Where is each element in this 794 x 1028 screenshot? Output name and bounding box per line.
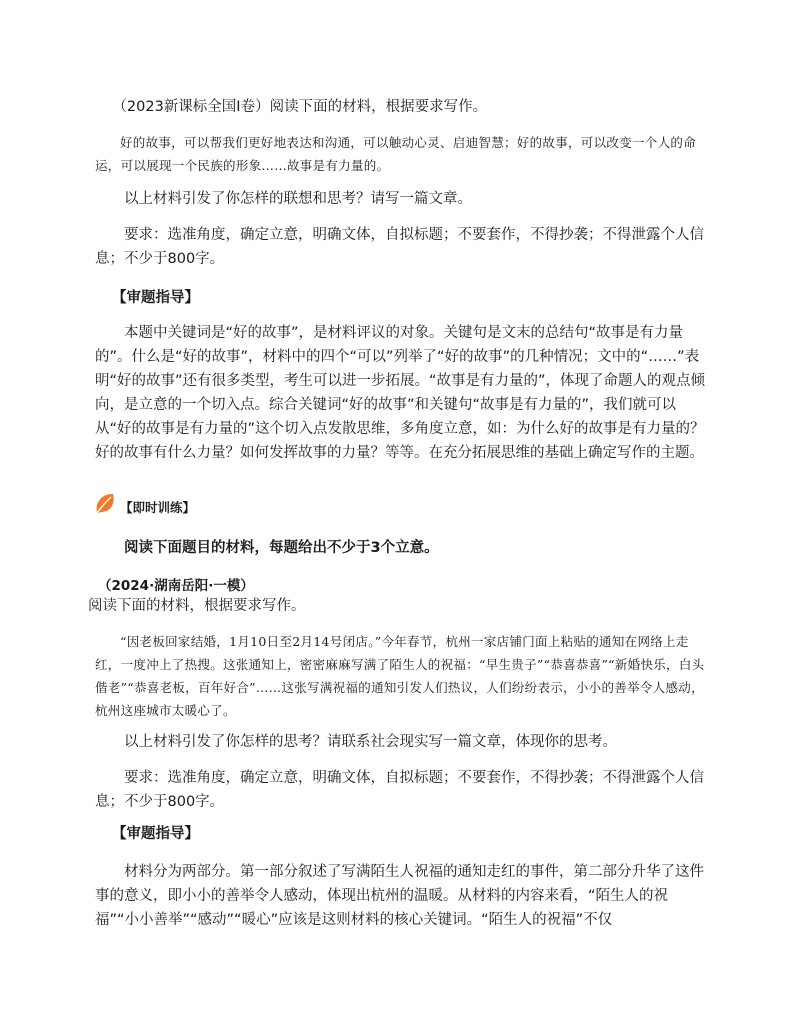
- section-heading-guide-1: 【审题指导】: [112, 290, 199, 306]
- guide-paragraph-1: 本题中关键词是“好的故事”，是材料评议的对象。关键句是文末的总结句“故事是有力量的”。什么是“好的故事”，材料中的四个“可以”列举了“好的故事”的几种情况；文中的“……”表明“好的故事”还有很多类型，考生可以进一步拓展。“故事是有力量的”，体现了命题人的观点倾向，是立意的一个切入点。综合关键词“好的故事”和关键句“故事是有力量的”，我们就可以从“好的故事是有力量的”这个切入点发散思维，多角度立意，如：为什么好的故事是有力量的？好的故事有什么力量？如何发挥故事的力量？等等。在充分拓展思维的基础上确定写作的主题。: [95, 325, 706, 461]
- leaf-icon: [93, 491, 119, 517]
- material-quote-2: “因老板回家结婚，1月10日至2月14号闭店。”今年春节，杭州一家店铺门面上粘贴的通知在网络上走红，一度冲上了热搜。这张通知上，密密麻麻写满了陌生人的祝福：“早生贵子”“恭喜恭喜”“新婚快乐，白头偕老”“恭喜老板，百年好合”……这张写满祝福的通知引发人们热议，人们纷纷表示，小小的善举令人感动，杭州这座城市太暖心了。: [95, 634, 705, 718]
- requirements-2: 要求：选准角度，确定立意，明确文体，自拟标题；不要套作，不得抄袭；不得泄露个人信息；不少于800字。: [95, 770, 704, 810]
- training-label: 【即时训练】: [120, 500, 196, 515]
- material-quote-1: 好的故事，可以帮我们更好地表达和沟通，可以触动心灵、启迪智慧；好的故事，可以改变一个人的命运，可以展现一个民族的形象……故事是有力量的。: [95, 135, 697, 173]
- prompt-1: 以上材料引发了你怎样的联想和思考？请写一篇文章。: [124, 191, 472, 207]
- guide-paragraph-2: 材料分为两部分。第一部分叙述了写满陌生人祝福的通知走红的事件，第二部分升华了这件事的意义，即小小的善举令人感动，体现出杭州的温暖。从材料的内容来看，“陌生人的祝福”“小小善举”“感动”“暖心”应该是这则材料的核心关键词。“陌生人的祝福”不仅: [95, 864, 704, 928]
- requirements-1: 要求：选准角度，确定立意，明确文体，自拟标题；不要套作，不得抄袭；不得泄露个人信息；不少于800字。: [95, 227, 704, 267]
- exam-source-2: （2024·湖南岳阳·一模）: [98, 578, 254, 594]
- training-instruction: 阅读下面题目的材料，每题给出不少于3个立意。: [124, 540, 439, 556]
- section-heading-guide-2: 【审题指导】: [112, 826, 199, 842]
- exam-source-line: （2023新课标全国Ⅰ卷）阅读下面的材料，根据要求写作。: [112, 99, 488, 115]
- prompt-2: 以上材料引发了你怎样的思考？请联系社会现实写一篇文章，体现你的思考。: [124, 734, 617, 750]
- instruction-2: 阅读下面的材料，根据要求写作。: [88, 598, 306, 614]
